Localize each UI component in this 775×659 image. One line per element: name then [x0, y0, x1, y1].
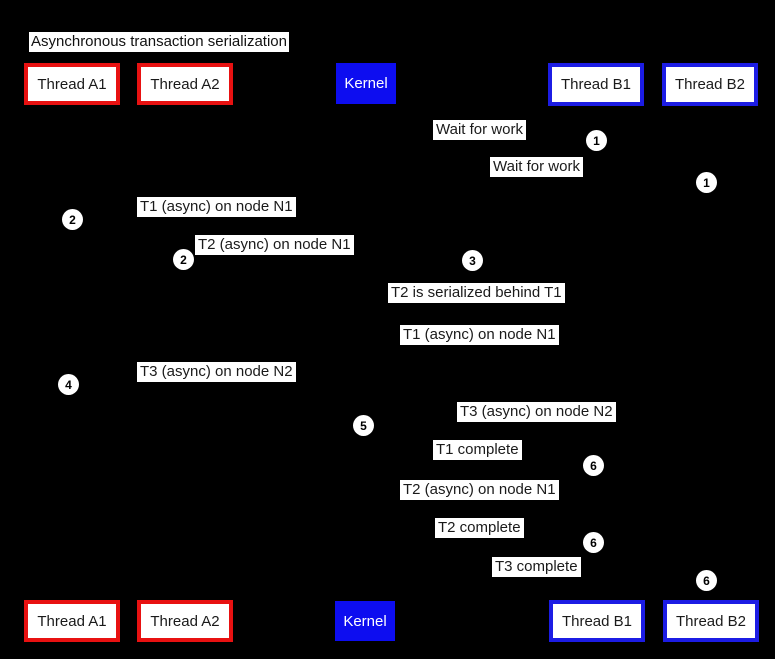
- message-t3-async-dispatch: T3 (async) on node N2: [457, 402, 616, 422]
- message-t2-complete: T2 complete: [435, 518, 524, 538]
- actor-bottom-kernel: Kernel: [335, 601, 395, 641]
- actor-top-thread-b2: Thread B2: [662, 63, 758, 106]
- message-t3-complete: T3 complete: [492, 557, 581, 577]
- step-marker-6-b1-first: 6: [583, 455, 604, 476]
- step-marker-6-b2: 6: [696, 570, 717, 591]
- actor-top-kernel: Kernel: [336, 63, 396, 104]
- actor-bottom-thread-a2: Thread A2: [137, 600, 233, 642]
- actor-bottom-thread-a1: Thread A1: [24, 600, 120, 642]
- actor-bottom-thread-b1: Thread B1: [549, 600, 645, 642]
- step-marker-1-b2: 1: [696, 172, 717, 193]
- lifeline-thread-b1: [595, 106, 596, 601]
- note-t2-serialized-behind-t1: T2 is serialized behind T1: [388, 283, 565, 303]
- actor-top-thread-a1: Thread A1: [24, 63, 120, 105]
- lifeline-kernel: [365, 104, 366, 601]
- step-marker-6-b1-second: 6: [583, 532, 604, 553]
- message-t1-complete: T1 complete: [433, 440, 522, 460]
- step-marker-5-kernel: 5: [353, 415, 374, 436]
- step-marker-3-kernel: 3: [462, 250, 483, 271]
- actor-bottom-thread-b2: Thread B2: [663, 600, 759, 642]
- step-marker-2-a2: 2: [173, 249, 194, 270]
- lifeline-thread-a2: [184, 105, 185, 600]
- message-t1-async-dispatch: T1 (async) on node N1: [400, 325, 559, 345]
- step-marker-1-b1: 1: [586, 130, 607, 151]
- step-marker-4-a1: 4: [58, 374, 79, 395]
- message-t2-async-dispatch: T2 (async) on node N1: [400, 480, 559, 500]
- message-t2-async-submit: T2 (async) on node N1: [195, 235, 354, 255]
- actor-top-thread-a2: Thread A2: [137, 63, 233, 105]
- lifeline-thread-a1: [71, 105, 72, 600]
- step-marker-2-a1: 2: [62, 209, 83, 230]
- diagram-title: Asynchronous transaction serialization: [31, 33, 287, 50]
- message-t3-async-submit: T3 (async) on node N2: [137, 362, 296, 382]
- message-wait-for-work-b1: Wait for work: [433, 120, 526, 140]
- message-t1-async-submit: T1 (async) on node N1: [137, 197, 296, 217]
- message-wait-for-work-b2: Wait for work: [490, 157, 583, 177]
- actor-top-thread-b1: Thread B1: [548, 63, 644, 106]
